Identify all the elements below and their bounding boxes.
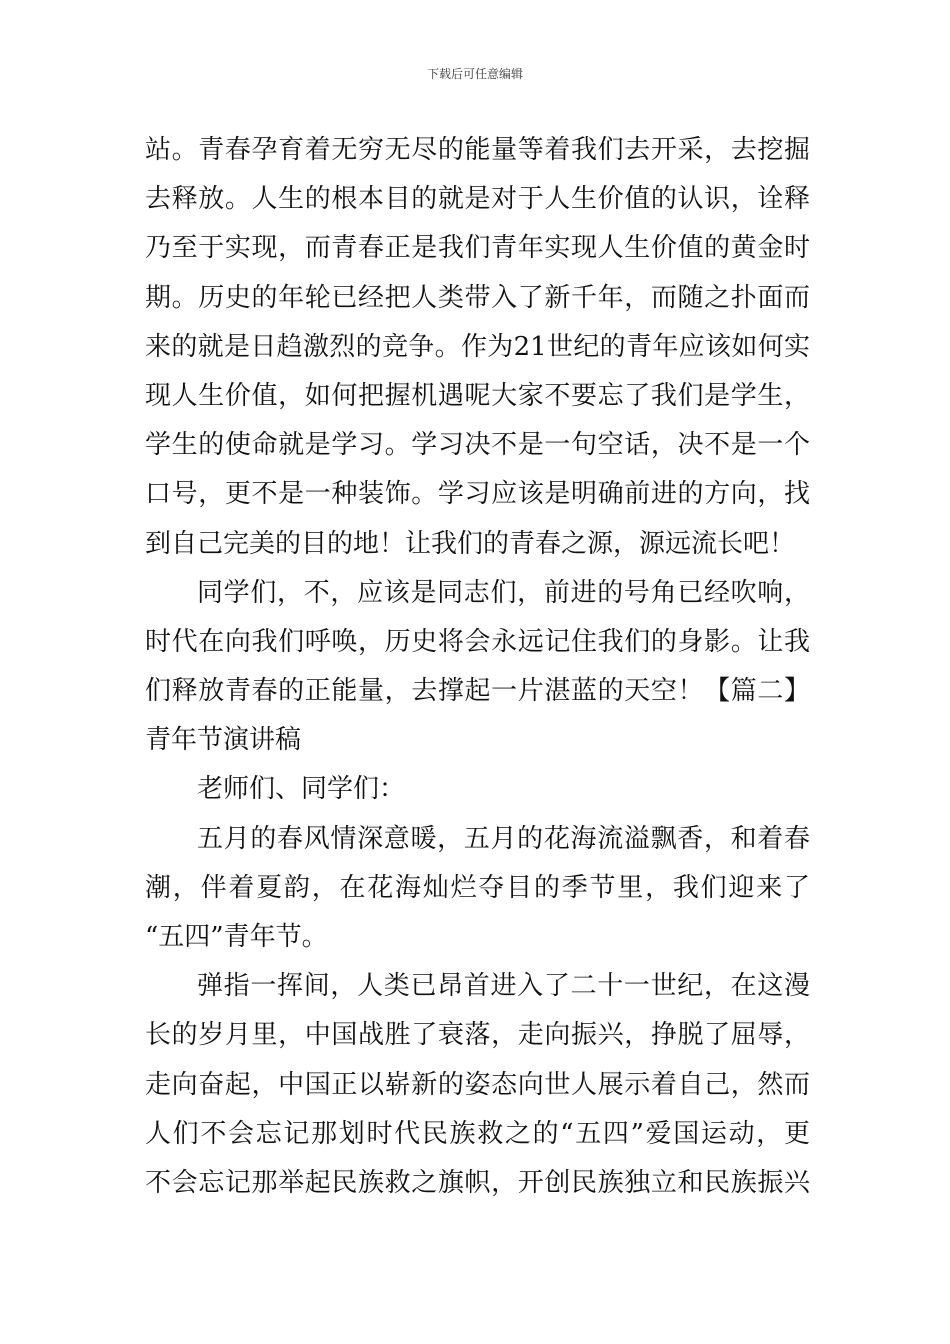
text-line: 走向奋起，中国正以崭新的姿态向世人展示着自己，然而 (145, 1069, 810, 1100)
text-line: 学生的使命就是学习。学习决不是一句空话，决不是一个 (145, 430, 810, 461)
text-line: 不会忘记那举起民族救之旗帜，开创民族独立和民族振兴 (145, 1167, 810, 1198)
text-line: 口号，更不是一种装饰。学习应该是明确前进的方向，找 (145, 479, 810, 510)
text-line: 们释放青春的正能量，去撑起一片湛蓝的天空！【篇二】 (145, 676, 810, 707)
text-line: 弹指一挥间，人类已昂首进入了二十一世纪，在这漫 (197, 971, 810, 1002)
document-body (145, 126, 810, 1208)
text-line: 来的就是日趋激烈的竞争。作为21世纪的青年应该如何实 (145, 331, 810, 362)
page-header: 下载后可任意编辑 (426, 67, 523, 81)
text-line: 时代在向我们呼唤，历史将会永远记住我们的身影。让我 (145, 626, 810, 657)
text-line: 人们不会忘记那划时代民族救之的“五四”爱国运动，更 (145, 1118, 810, 1149)
text-line: 到自己完美的目的地！让我们的青春之源，源远流长吧！ (145, 528, 796, 559)
text-line: 青年节演讲稿 (145, 725, 302, 756)
text-line: “五四”青年节。 (145, 922, 328, 952)
text-line: 站。青春孕育着无穷无尽的能量等着我们去开采，去挖掘 (145, 135, 810, 165)
text-line: 乃至于实现，而青春正是我们青年实现人生价值的黄金时 (145, 233, 810, 264)
text-line: 老师们、同学们： (197, 774, 406, 805)
text-line: 去释放。人生的根本目的就是对于人生价值的认识，诠释 (145, 184, 810, 215)
text-line: 潮，伴着夏韵，在花海灿烂夺目的季节里，我们迎来了 (145, 872, 810, 903)
text-line: 同学们，不，应该是同志们，前进的号角已经吹响， (197, 577, 810, 608)
text-line: 期。历史的年轮已经把人类带入了新千年，而随之扑面而 (145, 282, 810, 313)
text-line: 五月的春风情深意暖，五月的花海流溢飘香，和着春 (197, 823, 810, 854)
text-line: 长的岁月里，中国战胜了衰落，走向振兴，挣脱了屈辱， (145, 1020, 810, 1051)
text-line: 现人生价值，如何把握机遇呢大家不要忘了我们是学生， (145, 380, 810, 411)
